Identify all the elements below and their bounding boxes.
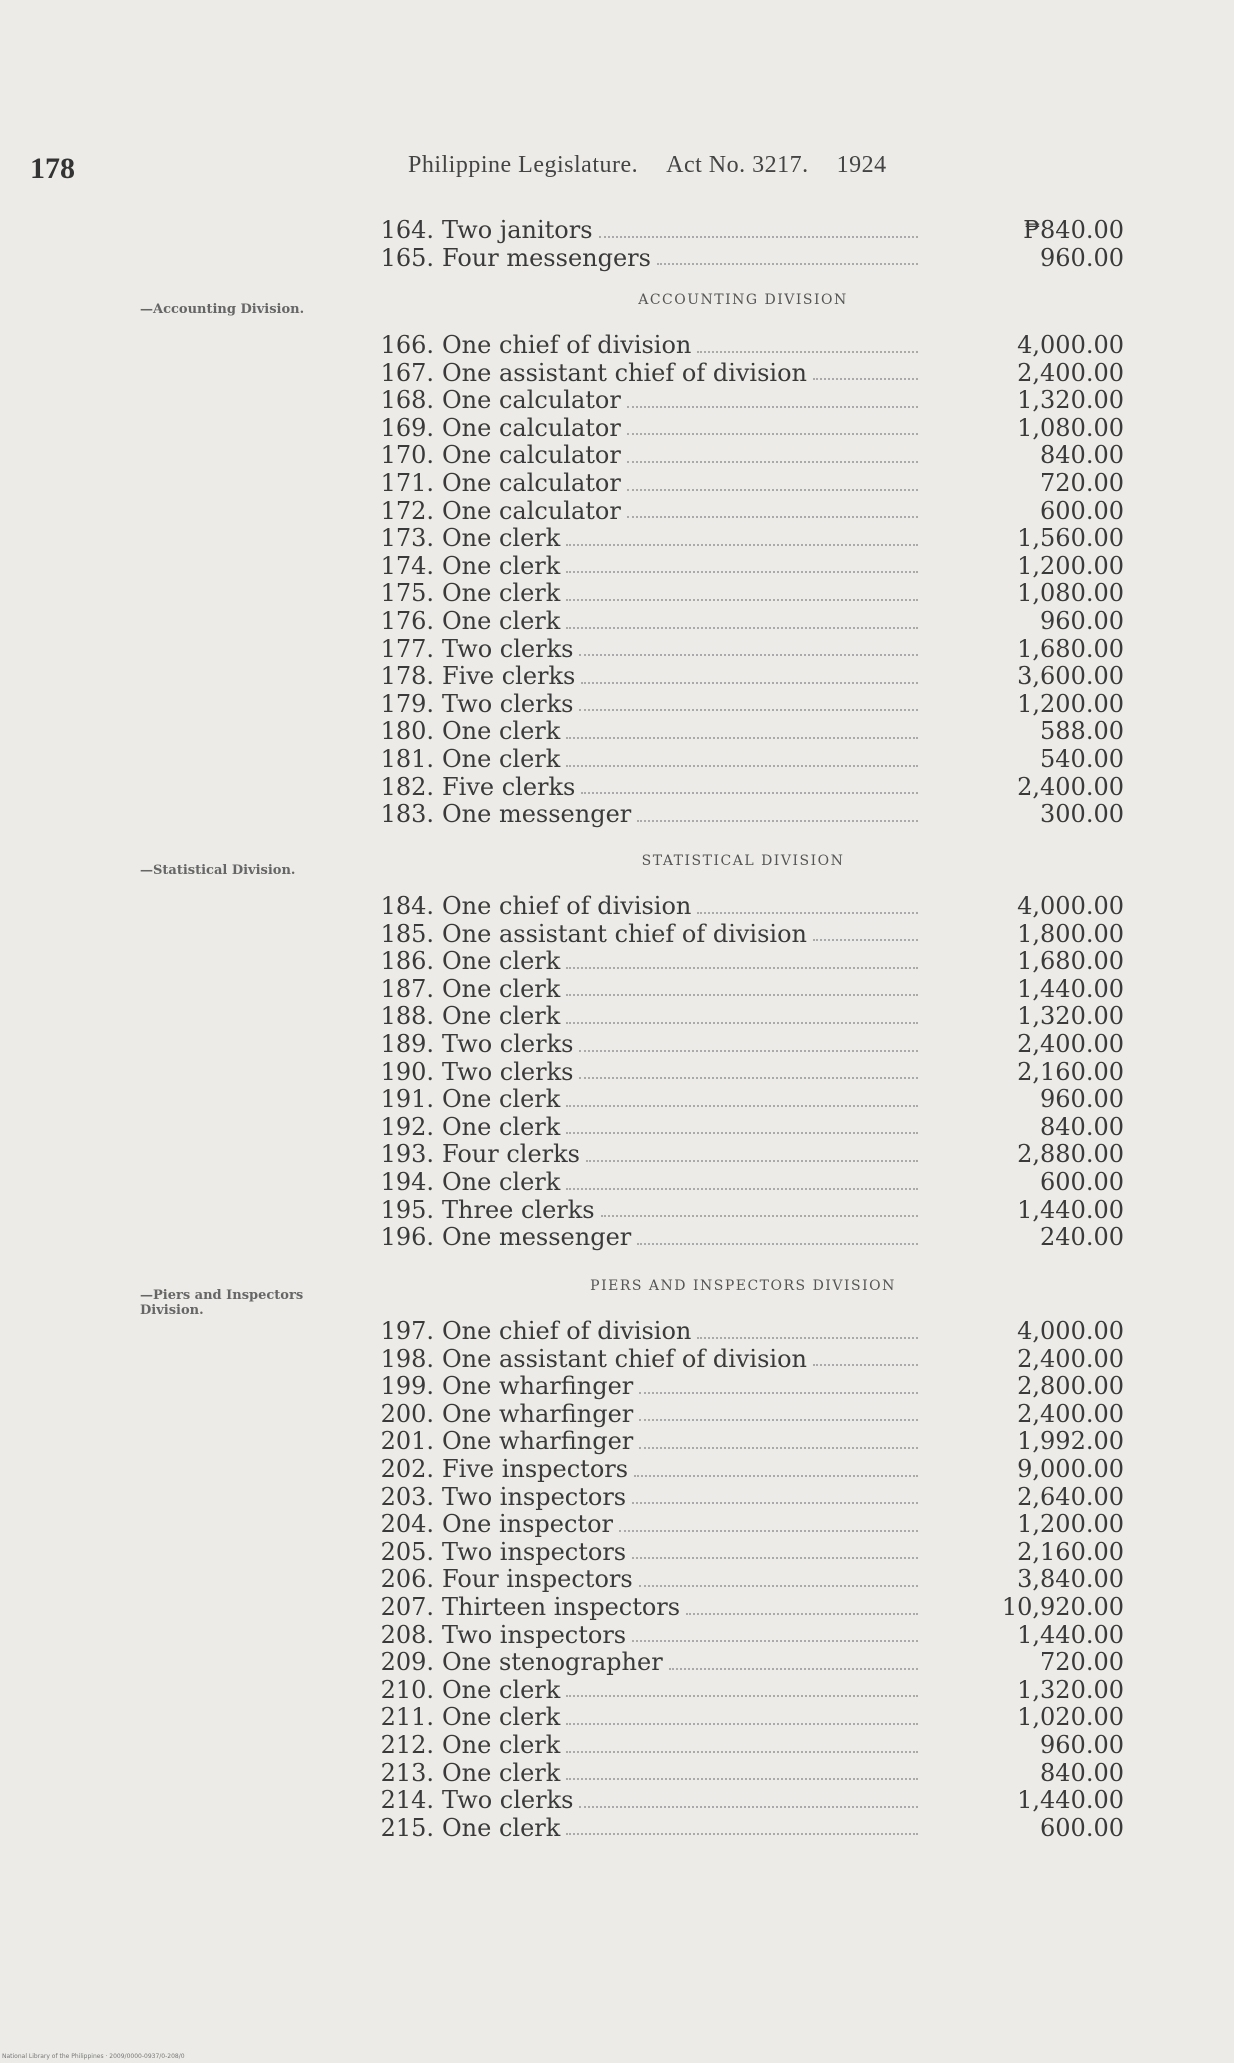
- line-item: [370, 976, 1124, 1003]
- item-amount: 960.00: [1040, 607, 1124, 635]
- line-item: [370, 415, 1124, 442]
- leader-dots: [637, 820, 918, 822]
- item-description: Two clerks: [442, 1786, 574, 1815]
- item-amount: 2,880.00: [1017, 1140, 1124, 1169]
- item-description: One clerk: [442, 1085, 561, 1114]
- line-item: [370, 636, 1124, 663]
- leader-dots: [566, 765, 918, 767]
- item-amount: 300.00: [1040, 800, 1124, 829]
- item-description: One wharfinger: [442, 1372, 634, 1401]
- item-description: One clerk: [442, 1112, 561, 1141]
- line-item: [370, 1031, 1124, 1058]
- line-item: [370, 948, 1124, 975]
- leader-dots: [579, 1050, 918, 1052]
- item-number: 177.: [380, 634, 434, 663]
- item-amount: 720.00: [1040, 469, 1124, 497]
- item-amount: 840.00: [1040, 1758, 1124, 1787]
- line-item: [370, 1086, 1124, 1113]
- item-number: 192.: [380, 1112, 434, 1141]
- leader-dots: [566, 1833, 918, 1835]
- leader-dots: [581, 682, 918, 684]
- item-description: One clerk: [442, 1703, 561, 1732]
- item-number: 173.: [380, 524, 434, 553]
- leader-dots: [566, 1105, 918, 1107]
- item-amount: 2,400.00: [1017, 1030, 1124, 1058]
- item-number: 207.: [380, 1593, 434, 1621]
- line-item: [370, 1373, 1124, 1400]
- item-description: One clerk: [442, 1758, 561, 1787]
- line-item: [370, 1169, 1124, 1196]
- item-number: 208.: [380, 1620, 434, 1649]
- item-amount: 1,320.00: [1017, 386, 1124, 415]
- item-amount: 2,800.00: [1017, 1372, 1124, 1401]
- item-number: 176.: [380, 607, 434, 635]
- line-item: [370, 1197, 1124, 1224]
- line-item: [370, 1677, 1124, 1704]
- item-number: 204.: [380, 1510, 434, 1539]
- leader-dots: [627, 516, 918, 518]
- line-item: [370, 1059, 1124, 1086]
- item-description: One calculator: [442, 413, 621, 442]
- item-description: One wharfinger: [442, 1427, 634, 1456]
- item-description: One clerk: [442, 947, 561, 976]
- item-description: One calculator: [442, 469, 621, 497]
- item-description: One clerk: [442, 579, 561, 608]
- item-number: 186.: [380, 947, 434, 976]
- item-description: One chief of division: [442, 892, 692, 920]
- line-item: [370, 217, 1124, 244]
- item-description: One clerk: [442, 717, 561, 746]
- item-amount: 4,000.00: [1017, 331, 1124, 359]
- margin-note: —Accounting Division.: [140, 302, 305, 317]
- item-description: Five clerks: [442, 772, 576, 801]
- item-description: One clerk: [442, 551, 561, 580]
- line-item: [370, 1815, 1124, 1842]
- margin-note: —Statistical Division.: [140, 863, 296, 878]
- item-description: Two inspectors: [442, 1537, 627, 1566]
- item-description: Two inspectors: [442, 1482, 627, 1511]
- item-amount: 3,840.00: [1017, 1565, 1124, 1594]
- item-amount: ₱840.00: [1023, 216, 1124, 244]
- item-number: 166.: [380, 331, 434, 359]
- leader-dots: [579, 654, 918, 656]
- item-description: One clerk: [442, 1675, 561, 1704]
- page-number: 178: [30, 152, 75, 185]
- leader-dots: [813, 1364, 918, 1366]
- item-description: Two inspectors: [442, 1620, 627, 1649]
- item-description: One clerk: [442, 524, 561, 553]
- item-amount: 1,020.00: [1017, 1703, 1124, 1732]
- line-item: [370, 1594, 1124, 1621]
- item-amount: 960.00: [1040, 243, 1124, 272]
- item-number: 167.: [380, 358, 434, 387]
- item-description: Four messengers: [442, 243, 651, 272]
- item-amount: 2,160.00: [1017, 1057, 1124, 1086]
- leader-dots: [566, 1132, 918, 1134]
- leader-dots: [813, 378, 918, 380]
- leader-dots: [601, 1215, 918, 1217]
- item-description: Two clerks: [442, 634, 574, 663]
- line-item: [370, 1760, 1124, 1787]
- leader-dots: [581, 792, 918, 794]
- line-item: [370, 387, 1124, 414]
- item-description: One calculator: [442, 496, 621, 525]
- leader-dots: [639, 1585, 918, 1587]
- leader-dots: [639, 1447, 918, 1449]
- item-number: 200.: [380, 1399, 434, 1428]
- leader-dots: [669, 1668, 918, 1670]
- item-amount: 540.00: [1040, 745, 1124, 773]
- item-description: One assistant chief of division: [442, 1344, 808, 1373]
- leader-dots: [639, 1392, 918, 1394]
- item-number: 210.: [380, 1675, 434, 1704]
- line-item: [370, 663, 1124, 690]
- line-item: [370, 245, 1124, 272]
- item-description: Five inspectors: [442, 1455, 629, 1483]
- item-amount: 720.00: [1040, 1648, 1124, 1677]
- item-number: 184.: [380, 892, 434, 920]
- item-amount: 1,440.00: [1017, 1195, 1124, 1224]
- line-item: [370, 1318, 1124, 1345]
- leader-dots: [632, 1502, 918, 1504]
- item-amount: 840.00: [1040, 1112, 1124, 1141]
- leader-dots: [566, 1778, 918, 1780]
- leader-dots: [632, 1557, 918, 1559]
- leader-dots: [566, 1188, 918, 1190]
- leader-dots: [566, 1022, 918, 1024]
- leader-dots: [697, 1337, 918, 1339]
- leader-dots: [566, 599, 918, 601]
- item-description: Four clerks: [442, 1140, 580, 1169]
- item-number: 189.: [380, 1030, 434, 1058]
- item-number: 205.: [380, 1537, 434, 1566]
- item-number: 164.: [380, 216, 434, 244]
- item-number: 214.: [380, 1786, 434, 1815]
- item-description: One clerk: [442, 1813, 561, 1842]
- item-description: One inspector: [442, 1510, 613, 1539]
- item-description: One clerk: [442, 974, 561, 1003]
- section-heading: PIERS AND INSPECTORS DIVISION: [590, 1278, 896, 1294]
- running-head-title: Philippine Legislature.: [408, 152, 639, 178]
- item-number: 183.: [380, 800, 434, 829]
- item-number: 194.: [380, 1168, 434, 1196]
- leader-dots: [566, 544, 918, 546]
- item-description: One messenger: [442, 1223, 632, 1252]
- line-item: [370, 1511, 1124, 1538]
- leader-dots: [627, 489, 918, 491]
- item-amount: 10,920.00: [1001, 1593, 1124, 1621]
- item-amount: 1,200.00: [1017, 551, 1124, 580]
- item-description: One clerk: [442, 1002, 561, 1031]
- item-amount: 1,320.00: [1017, 1002, 1124, 1031]
- item-amount: 1,680.00: [1017, 947, 1124, 976]
- item-number: 209.: [380, 1648, 434, 1677]
- item-description: One chief of division: [442, 331, 692, 359]
- item-description: Three clerks: [442, 1195, 595, 1224]
- line-item: [370, 1401, 1124, 1428]
- line-item: [370, 332, 1124, 359]
- line-item: [370, 1484, 1124, 1511]
- item-amount: 1,320.00: [1017, 1675, 1124, 1704]
- item-description: One assistant chief of division: [442, 919, 808, 948]
- item-description: Two clerks: [442, 1030, 574, 1058]
- item-amount: 1,560.00: [1017, 524, 1124, 553]
- line-item: [370, 1649, 1124, 1676]
- item-description: Two janitors: [442, 216, 593, 244]
- leader-dots: [639, 1419, 918, 1421]
- item-number: 174.: [380, 551, 434, 580]
- item-number: 198.: [380, 1344, 434, 1373]
- item-description: Two clerks: [442, 1057, 574, 1086]
- line-item: [370, 1003, 1124, 1030]
- item-description: One stenographer: [442, 1648, 663, 1677]
- item-number: 187.: [380, 974, 434, 1003]
- leader-dots: [579, 1806, 918, 1808]
- item-amount: 1,440.00: [1017, 1620, 1124, 1649]
- line-item: [370, 1141, 1124, 1168]
- item-description: One clerk: [442, 745, 561, 773]
- item-amount: 2,640.00: [1017, 1482, 1124, 1511]
- leader-dots: [579, 709, 918, 711]
- item-amount: 240.00: [1040, 1223, 1124, 1252]
- item-amount: 4,000.00: [1017, 892, 1124, 920]
- item-number: 165.: [380, 243, 434, 272]
- item-amount: 3,600.00: [1017, 662, 1124, 691]
- leader-dots: [579, 1077, 918, 1079]
- item-amount: 2,400.00: [1017, 772, 1124, 801]
- running-head-act: Act No. 3217.: [666, 152, 809, 178]
- item-description: One calculator: [442, 441, 621, 470]
- item-number: 191.: [380, 1085, 434, 1114]
- line-item: [370, 470, 1124, 497]
- line-item: [370, 1704, 1124, 1731]
- item-description: One assistant chief of division: [442, 358, 808, 387]
- item-number: 201.: [380, 1427, 434, 1456]
- item-number: 212.: [380, 1731, 434, 1759]
- item-number: 178.: [380, 662, 434, 691]
- item-number: 196.: [380, 1223, 434, 1252]
- item-description: One clerk: [442, 1168, 561, 1196]
- running-head-year: 1924: [836, 152, 887, 178]
- item-amount: 1,992.00: [1017, 1427, 1124, 1456]
- item-description: Two clerks: [442, 689, 574, 718]
- margin-note: —Piers and Inspectors Division.: [140, 1288, 304, 1318]
- item-number: 197.: [380, 1317, 434, 1345]
- item-description: Thirteen inspectors: [442, 1593, 681, 1621]
- item-amount: 9,000.00: [1017, 1455, 1124, 1483]
- item-amount: 2,400.00: [1017, 1344, 1124, 1373]
- line-item: [370, 691, 1124, 718]
- item-amount: 840.00: [1040, 441, 1124, 470]
- leader-dots: [619, 1530, 918, 1532]
- line-item: [370, 774, 1124, 801]
- leader-dots: [627, 433, 918, 435]
- item-description: Four inspectors: [442, 1565, 633, 1594]
- item-amount: 960.00: [1040, 1731, 1124, 1759]
- item-amount: 2,400.00: [1017, 1399, 1124, 1428]
- leader-dots: [697, 912, 918, 914]
- item-number: 171.: [380, 469, 434, 497]
- item-description: One wharfinger: [442, 1399, 634, 1428]
- line-item: [370, 893, 1124, 920]
- leader-dots: [686, 1613, 918, 1615]
- line-item: [370, 360, 1124, 387]
- line-item: [370, 1224, 1124, 1251]
- line-item: [370, 1456, 1124, 1483]
- line-item: [370, 1622, 1124, 1649]
- leader-dots: [632, 1640, 918, 1642]
- item-number: 169.: [380, 413, 434, 442]
- line-item: [370, 921, 1124, 948]
- item-amount: 1,680.00: [1017, 634, 1124, 663]
- item-number: 211.: [380, 1703, 434, 1732]
- item-description: Five clerks: [442, 662, 576, 691]
- leader-dots: [599, 236, 918, 238]
- item-number: 168.: [380, 386, 434, 415]
- leader-dots: [566, 1723, 918, 1725]
- item-description: One clerk: [442, 1731, 561, 1759]
- section-heading: STATISTICAL DIVISION: [641, 853, 845, 869]
- line-item: [370, 553, 1124, 580]
- section-heading: ACCOUNTING DIVISION: [638, 292, 848, 308]
- item-number: 181.: [380, 745, 434, 773]
- item-number: 203.: [380, 1482, 434, 1511]
- line-item: [370, 718, 1124, 745]
- item-amount: 600.00: [1040, 1813, 1124, 1842]
- leader-dots: [566, 1751, 918, 1753]
- leader-dots: [566, 994, 918, 996]
- leader-dots: [627, 461, 918, 463]
- leader-dots: [566, 737, 918, 739]
- item-amount: 1,080.00: [1017, 413, 1124, 442]
- item-amount: 588.00: [1040, 717, 1124, 746]
- item-number: 185.: [380, 919, 434, 948]
- item-number: 199.: [380, 1372, 434, 1401]
- item-description: One messenger: [442, 800, 632, 829]
- line-item: [370, 1732, 1124, 1759]
- item-number: 175.: [380, 579, 434, 608]
- item-number: 182.: [380, 772, 434, 801]
- line-item: [370, 801, 1124, 828]
- leader-dots: [566, 627, 918, 629]
- item-number: 195.: [380, 1195, 434, 1224]
- item-number: 179.: [380, 689, 434, 718]
- leader-dots: [586, 1160, 918, 1162]
- running-head: [408, 152, 887, 179]
- item-number: 213.: [380, 1758, 434, 1787]
- item-amount: 1,080.00: [1017, 579, 1124, 608]
- leader-dots: [566, 571, 918, 573]
- item-amount: 600.00: [1040, 1168, 1124, 1196]
- item-number: 172.: [380, 496, 434, 525]
- line-item: [370, 442, 1124, 469]
- item-number: 180.: [380, 717, 434, 746]
- item-description: One calculator: [442, 386, 621, 415]
- line-item: [370, 608, 1124, 635]
- item-amount: 2,400.00: [1017, 358, 1124, 387]
- leader-dots: [634, 1475, 918, 1477]
- item-amount: 1,200.00: [1017, 1510, 1124, 1539]
- line-item: [370, 746, 1124, 773]
- item-amount: 4,000.00: [1017, 1317, 1124, 1345]
- line-item: [370, 580, 1124, 607]
- item-amount: 1,440.00: [1017, 1786, 1124, 1815]
- item-description: One clerk: [442, 607, 561, 635]
- item-amount: 960.00: [1040, 1085, 1124, 1114]
- line-item: [370, 1428, 1124, 1455]
- item-description: One chief of division: [442, 1317, 692, 1345]
- line-item: [370, 525, 1124, 552]
- item-number: 188.: [380, 1002, 434, 1031]
- item-amount: 1,800.00: [1017, 919, 1124, 948]
- leader-dots: [813, 939, 918, 941]
- leader-dots: [566, 967, 918, 969]
- item-amount: 1,200.00: [1017, 689, 1124, 718]
- item-number: 206.: [380, 1565, 434, 1594]
- item-number: 170.: [380, 441, 434, 470]
- line-item: [370, 1539, 1124, 1566]
- line-item: [370, 1566, 1124, 1593]
- line-item: [370, 498, 1124, 525]
- leader-dots: [697, 351, 918, 353]
- leader-dots: [566, 1695, 918, 1697]
- item-number: 202.: [380, 1455, 434, 1483]
- line-item: [370, 1346, 1124, 1373]
- scan-footer: National Library of the Philippines · 2009/0000-0937/0-208/0: [2, 2053, 185, 2060]
- item-number: 215.: [380, 1813, 434, 1842]
- leader-dots: [657, 263, 918, 265]
- item-number: 193.: [380, 1140, 434, 1169]
- leader-dots: [637, 1243, 918, 1245]
- item-amount: 600.00: [1040, 496, 1124, 525]
- leader-dots: [627, 406, 918, 408]
- item-amount: 1,440.00: [1017, 974, 1124, 1003]
- item-number: 190.: [380, 1057, 434, 1086]
- line-item: [370, 1114, 1124, 1141]
- item-amount: 2,160.00: [1017, 1537, 1124, 1566]
- line-item: [370, 1787, 1124, 1814]
